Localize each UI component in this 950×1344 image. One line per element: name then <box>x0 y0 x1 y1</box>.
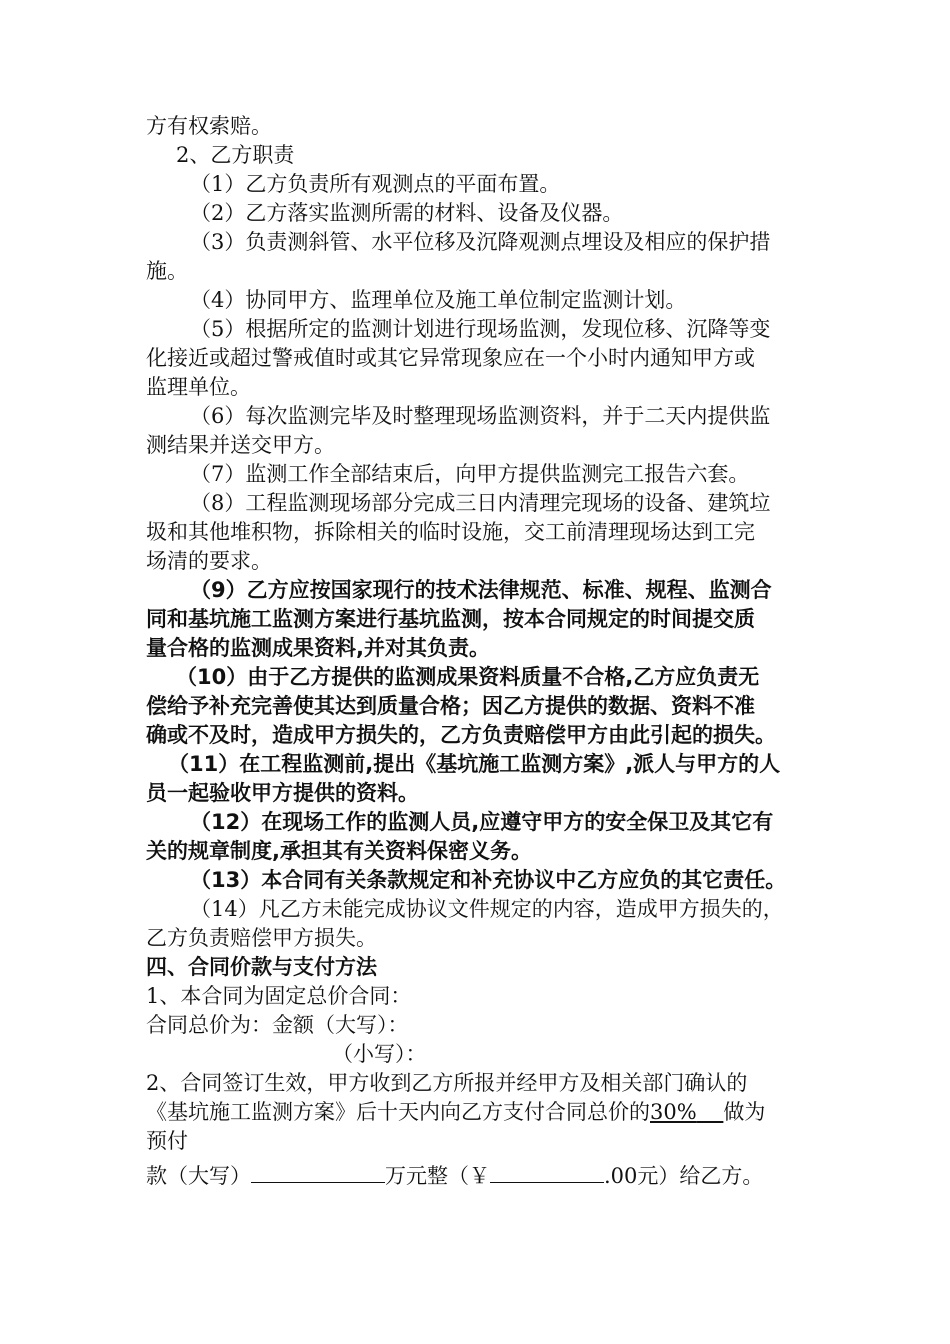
clause-4: （4）协同甲方、监理单位及施工单位制定监测计划。 <box>190 288 687 312</box>
yuan-label: .00元）给乙方。 <box>604 1164 764 1188</box>
uppercase-amount-blank[interactable] <box>251 1162 385 1183</box>
text-line: 圾和其他堆积物，拆除相关的临时设施，交工前清理现场达到工完 <box>146 520 755 544</box>
text-line: 施。 <box>146 259 188 283</box>
clause-3: （3）负责测斜管、水平位移及沉降观测点埋设及相应的保护措 <box>190 230 771 254</box>
clause-13: （13）本合同有关条款规定和补充协议中乙方应负的其它责任。 <box>190 868 787 892</box>
percentage-underline-pad <box>697 1100 724 1124</box>
text-line: 监理单位。 <box>146 375 251 399</box>
number-amount-blank[interactable] <box>490 1162 604 1183</box>
document-page <box>146 112 806 1191</box>
clause-6: （6）每次监测完毕及时整理现场监测资料，并于二天内提供监 <box>190 404 771 428</box>
text-line: 乙方负责赔偿甲方损失。 <box>146 926 377 950</box>
prepay-amount-line <box>146 1162 806 1191</box>
text-line: 员一起验收甲方提供的资料。 <box>146 781 419 805</box>
amount-uppercase-label: 款（大写） <box>146 1164 251 1188</box>
clause-7: （7）监测工作全部结束后，向甲方提供监测完工报告六套。 <box>190 462 750 486</box>
clause-8: （8）工程监测现场部分完成三日内清理完现场的设备、建筑垃 <box>190 491 771 515</box>
clause-14: （14）凡乙方未能完成协议文件规定的内容，造成甲方损失的， <box>190 897 784 921</box>
payment-item-1: 1、本合同为固定总价合同： <box>146 984 412 1008</box>
payment-item-2: 2、合同签订生效，甲方收到乙方所报并经甲方及相关部门确认的 <box>146 1071 748 1095</box>
prepay-label: 预付 <box>146 1129 188 1153</box>
section-title-party-b-duties: 2、乙方职责 <box>176 143 295 167</box>
contract-total-amount: 合同总价为：金额（大写）： <box>146 1013 409 1037</box>
text-line: 场清的要求。 <box>146 549 272 573</box>
clause-9: （9）乙方应按国家现行的技术法律规范、标准、规程、监测合 <box>190 578 772 602</box>
payment-item-2-cont <box>146 1098 806 1127</box>
amount-lowercase: （小写）： <box>332 1042 427 1066</box>
text-line: 偿给予补充完善使其达到质量合格；因乙方提供的数据、资料不准 <box>146 694 755 718</box>
clause-12: （12）在现场工作的监测人员,应遵守甲方的安全保卫及其它有 <box>190 810 774 834</box>
text-line: 同和基坑施工监测方案进行基坑监测，按本合同规定的时间提交质 <box>146 607 755 631</box>
section-heading-price-payment: 四、合同价款与支付方法 <box>146 955 377 979</box>
payment-text: 《基坑施工监测方案》后十天内向乙方支付合同总价的 <box>146 1100 650 1124</box>
payment-text-after: 做为 <box>723 1100 766 1124</box>
text-line: 测结果并送交甲方。 <box>146 433 335 457</box>
clause-11: （11）在工程监测前,提出《基坑施工监测方案》,派人与甲方的人 <box>168 752 781 776</box>
text-line: 关的规章制度,承担其有关资料保密义务。 <box>146 839 532 863</box>
wan-label: 万元整（￥ <box>385 1164 490 1188</box>
clause-1: （1）乙方负责所有观测点的平面布置。 <box>190 172 561 196</box>
text-line: 量合格的监测成果资料,并对其负责。 <box>146 636 490 660</box>
text-line: 方有权索赔。 <box>146 114 272 138</box>
clause-10: （10）由于乙方提供的监测成果资料质量不合格,乙方应负责无 <box>176 665 760 689</box>
clause-5: （5）根据所定的监测计划进行现场监测，发现位移、沉降等变 <box>190 317 771 341</box>
percentage-value: 30% <box>650 1100 697 1124</box>
clause-2: （2）乙方落实监测所需的材料、设备及仪器。 <box>190 201 624 225</box>
text-line: 化接近或超过警戒值时或其它异常现象应在一个小时内通知甲方或 <box>146 346 755 370</box>
text-line: 确或不及时，造成甲方损失的，乙方负责赔偿甲方由此引起的损失。 <box>146 723 776 747</box>
